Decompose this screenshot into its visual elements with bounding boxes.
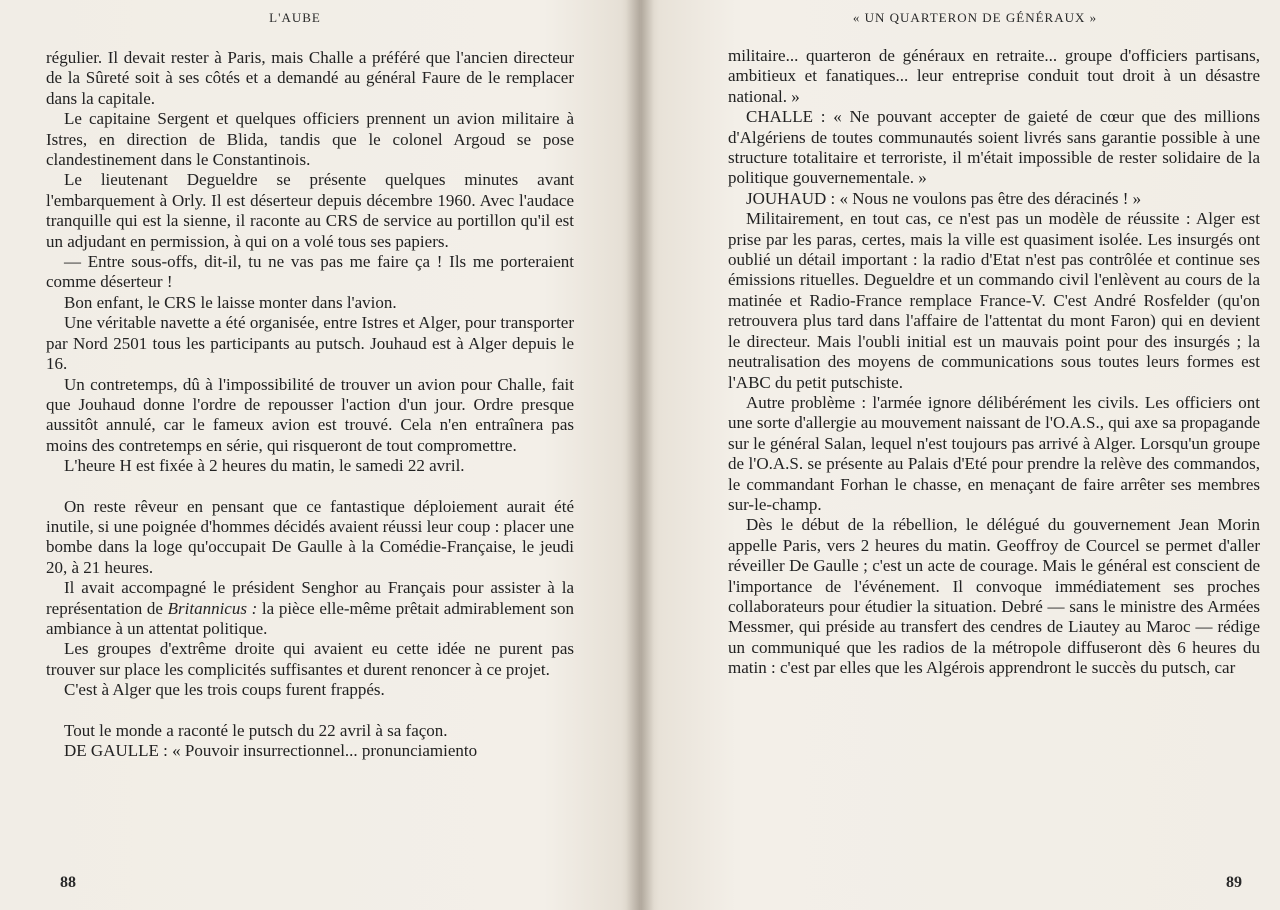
paragraph: Militairement, en tout cas, ce n'est pas un modèle de réussite : Alger est prise par les paras, certes, mais la ville est quasiment isolée. Les insurgés ont oublié un détail important : la radio d'Etat n'est pas contrôlée et continue ses émissions rituelles. Degueldre et un commando civil l'enlèvent au cours de la matinée et Radio-France remplace France-V. C'est André Rosfelder (qu'on retrouvera plus tard dans l'affaire de l'attentat du mont Faron) qui en devient le directeur. Mais l'oubli initial est un mauvais point pour des insurgés ; la neutralisation des moyens de communications sous toutes leurs formes est l'ABC du petit putschiste. [728, 209, 1260, 392]
paragraph: Une véritable navette a été organisée, entre Istres et Alger, pour transporter par Nord 2501 tous les participants au putsch. Jouhaud est à Alger depuis le 16. [46, 313, 574, 374]
paragraph: militaire... quarteron de généraux en retraite... groupe d'officiers partisans, ambitieux et fanatiques... leur entreprise conduit tout droit à un désastre national. » [728, 46, 1260, 106]
paragraph: Le lieutenant Degueldre se présente quelques minutes avant l'embarquement à Orly. Il est déserteur depuis décembre 1960. Avec l'audace tranquille qui est la sienne, il raconte au CRS de service au portillon qu'il est un adjudant en permission, à qui on a volé tous ses papiers. [46, 170, 574, 251]
paragraph: Un contretemps, dû à l'impossibilité de trouver un avion pour Challe, fait que Jouhaud donne l'ordre de repousser l'action d'un jour. Ordre presque aussitôt annulé, car le fameux avion est trouvé. Cela n'en entraînera pas moins des contretemps en série, qui risqueront de tout compromettre. [46, 374, 574, 455]
paragraph: — Entre sous-offs, dit-il, tu ne vas pas me faire ça ! Ils me porteraient comme déserteur ! [46, 252, 574, 292]
paragraph-text: la pièce elle-même prêtait admirablement son ambiance à un attentat politique. [46, 598, 574, 638]
paragraph: C'est à Alger que les trois coups furent frappés. [64, 680, 385, 700]
paragraph: JOUHAUD : « Nous ne voulons pas être des déracinés ! » [746, 188, 1142, 208]
paragraph: CHALLE : « Ne pouvant accepter de gaieté de cœur que des millions d'Algériens de toutes communautés soient livrés sans garantie possible à une structure totalitaire et terroriste, il m'était impossible de rester solidaire de la politique gouvernementale. » [728, 107, 1260, 188]
paragraph: régulier. Il devait rester à Paris, mais Challe a préféré que l'ancien directeur de la Sûreté soit à ses côtés et a demandé au général Faure de le remplacer dans la capitale. [46, 48, 574, 108]
left-page-body [46, 48, 574, 761]
paragraph: On reste rêveur en pensant que ce fantastique déploiement aurait été inutile, si une poignée d'hommes décidés avaient réussi leur coup : placer une bombe dans la loge qu'occupait De Gaulle à la Comédie-Française, le jeudi 20, à 21 heures. [46, 496, 574, 577]
paragraph: Le capitaine Sergent et quelques officiers prennent un avion militaire à Istres, en direction de Blida, tandis que le colonel Argoud se pose clandestinement dans le Constantinois. [46, 109, 574, 170]
paragraph: DE GAULLE : « Pouvoir insurrectionnel... pronunciamiento [64, 741, 478, 760]
paragraph: Dès le début de la rébellion, le délégué du gouvernement Jean Morin appelle Paris, vers 2 heures du matin. Geoffroy de Courcel se permet d'aller réveiller De Gaulle ; c'est un acte de courage. Mais le général est conscient de l'importance de l'événement. Il convoque immédiatement ses proches collaborateurs pour étudier la situation. Debré — sans le ministre des Armées Messmer, qui préside au transfert des cendres de Liautey au Maroc — rédige un communiqué que les radios de la métropole diffuseront dès 6 heures du matin : c'est par elles que les Algérois apprendront le succès du putsch, car [728, 515, 1260, 678]
running-head-right: « UN QUARTERON DE GÉNÉRAUX » [852, 10, 1098, 25]
page-number-right: 89 [1226, 874, 1242, 891]
play-title: Britannicus : [167, 598, 258, 618]
right-page [640, 0, 1280, 910]
paragraph: Tout le monde a raconté le putsch du 22 avril à sa façon. [64, 720, 448, 740]
paragraph: Bon enfant, le CRS le laisse monter dans l'avion. [64, 292, 397, 312]
running-head-left: L'AUBE [269, 10, 321, 25]
paragraph: L'heure H est fixée à 2 heures du matin, le samedi 22 avril. [64, 456, 465, 476]
page-number-left: 88 [60, 874, 76, 891]
paragraph: Autre problème : l'armée ignore délibérément les civils. Les officiers ont une sorte d'allergie au mouvement naissant de l'O.A.S., qui axe sa propagande sur le général Salan, lequel n'est toujours pas arrivé à Alger. Lorsqu'un groupe de l'O.A.S. se présente au Palais d'Eté pour prendre la relève des commandos, le commandant Forhan le chasse, en menaçant de faire arrêter ses membres sur-le-champ. [728, 392, 1260, 514]
paragraph-text: Il avait accompagné le président Senghor au Français pour assister à la représentation de [46, 578, 574, 618]
paragraph [46, 578, 574, 639]
paragraph: Les groupes d'extrême droite qui avaient eu cette idée ne purent pas trouver sur place les complicités suffisantes et durent renoncer à ce projet. [46, 639, 574, 679]
right-page-body [728, 46, 1260, 679]
